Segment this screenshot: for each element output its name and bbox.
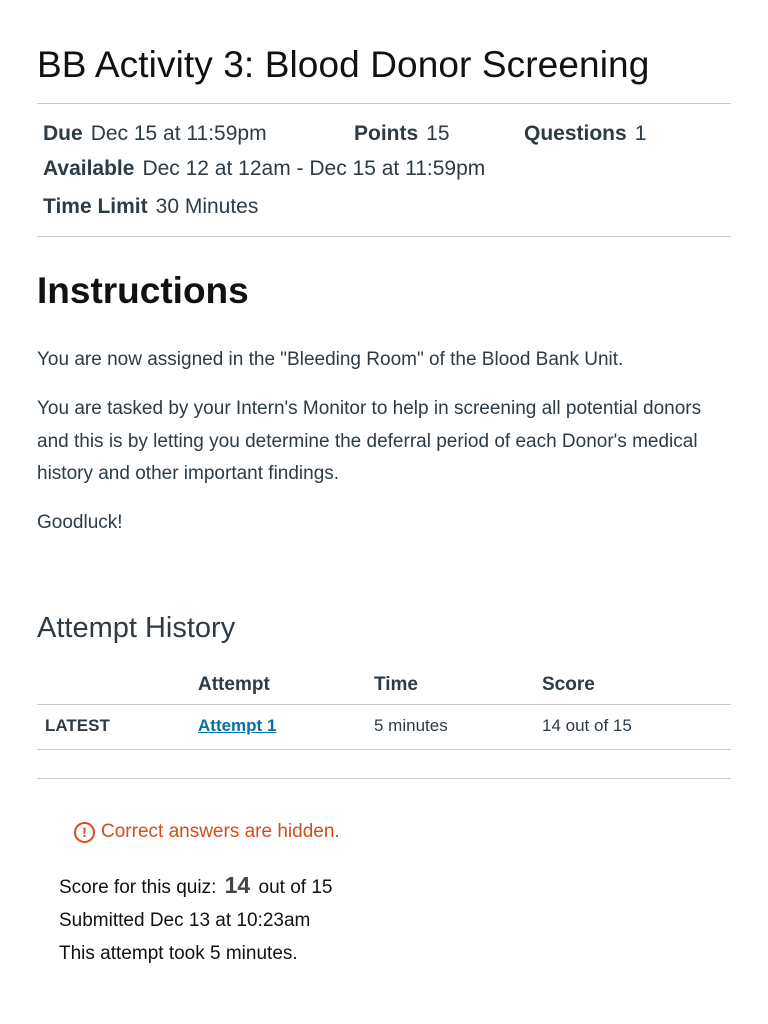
attempt-history-heading: Attempt History	[37, 612, 236, 644]
attempt-score: 14 out of 15	[542, 716, 632, 735]
score-value: 14	[224, 872, 251, 898]
due-value: Dec 15 at 11:59pm	[90, 122, 267, 145]
score-prefix: Score for this quiz:	[59, 877, 217, 898]
attempt-link[interactable]: Attempt 1	[198, 716, 277, 735]
column-header-time: Time	[374, 674, 419, 695]
available-info	[43, 157, 485, 181]
page-title: BB Activity 3: Blood Donor Screening	[37, 44, 650, 85]
due-info	[43, 122, 267, 146]
available-value: Dec 12 at 12am - Dec 15 at 11:59pm	[142, 157, 486, 180]
divider	[37, 778, 731, 779]
quiz-page	[37, 0, 731, 1024]
score-suffix: out of 15	[258, 877, 333, 898]
points-info	[354, 122, 450, 146]
divider	[37, 103, 731, 104]
points-label: Points	[354, 122, 419, 145]
points-value: 15	[426, 122, 450, 145]
available-label: Available	[43, 157, 135, 180]
instructions-paragraph: You are tasked by your Intern's Monitor to help in screening all potential donors and this is by letting you determine the deferral period of each Donor's medical history and other important findings.	[37, 398, 702, 484]
attempt-duration: This attempt took 5 minutes.	[59, 943, 298, 964]
submitted-info: Submitted Dec 13 at 10:23am	[59, 910, 311, 931]
time-limit-value: 30 Minutes	[155, 195, 259, 218]
answers-hidden-notice	[74, 821, 340, 843]
instructions-heading: Instructions	[37, 270, 249, 311]
column-header-score: Score	[542, 674, 595, 695]
notice-text: Correct answers are hidden.	[101, 821, 340, 842]
table-header-divider	[37, 704, 731, 705]
attempt-time: 5 minutes	[374, 716, 448, 735]
instructions-paragraph: You are now assigned in the "Bleeding Room" of the Blood Bank Unit.	[37, 349, 624, 370]
instructions-paragraph: Goodluck!	[37, 512, 123, 533]
questions-value: 1	[634, 122, 647, 145]
questions-info	[524, 122, 646, 146]
time-limit-info	[43, 195, 258, 219]
warning-circle-icon: !	[74, 822, 95, 843]
time-limit-label: Time Limit	[43, 195, 148, 218]
divider	[37, 236, 731, 237]
latest-badge: LATEST	[45, 716, 110, 735]
table-row-divider	[37, 749, 731, 750]
due-label: Due	[43, 122, 83, 145]
quiz-score	[59, 872, 332, 899]
questions-label: Questions	[524, 122, 627, 145]
column-header-attempt: Attempt	[198, 674, 270, 695]
